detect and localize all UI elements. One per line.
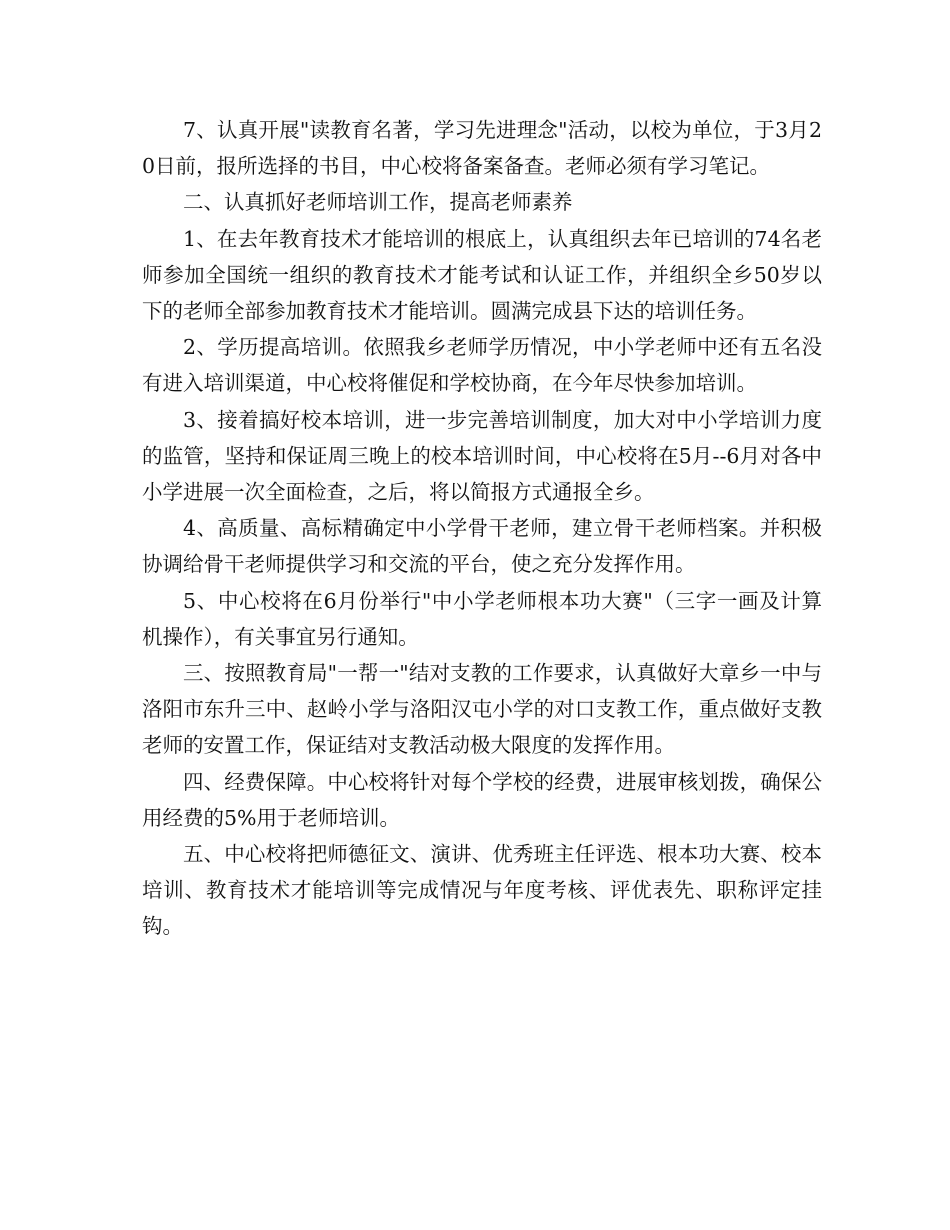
paragraph-item-5: 5、中心校将在6月份举行"中小学老师根本功大赛"（三字一画及计算机操作），有关事宜另行通知。 [142,588,822,649]
section-heading-3: 三、按照教育局"一帮一"结对支教的工作要求，认真做好大章乡一中与洛阳市东升三中、赵岭小学与洛阳汉屯小学的对口支教工作，重点做好支教老师的安置工作，保证结对支教活动极大限度的发挥作用。 [142,661,822,758]
document-page [142,112,822,945]
paragraph-item-1: 1、在去年教育技术才能培训的根底上，认真组织去年已培训的74名老师参加全国统一组织的教育技术才能考试和认证工作，并组织全乡50岁以下的老师全部参加教育技术才能培训。圆满完成县下达的培训任务。 [142,226,822,324]
paragraph-item-2: 2、学历提高培训。依照我乡老师学历情况，中小学老师中还有五名没有进入培训渠道，中心校将催促和学校协商，在今年尽快参加培训。 [142,335,822,396]
paragraph-item-3: 3、接着搞好校本培训，进一步完善培训制度，加大对中小学培训力度的监管，坚持和保证周三晚上的校本培训时间，中心校将在5月--6月对各中小学进展一次全面检查，之后，将以简报方式通报全乡。 [142,407,822,505]
paragraph-item-7: 7、认真开展"读教育名著，学习先进理念"活动，以校为单位，于3月20日前，报所选择的书目，中心校将备案备查。老师必须有学习笔记。 [142,118,822,179]
section-heading-5: 五、中心校将把师德征文、演讲、优秀班主任评选、根本功大赛、校本培训、教育技术才能培训等完成情况与年度考核、评优表先、职称评定挂钩。 [142,842,822,939]
section-heading-4: 四、经费保障。中心校将针对每个学校的经费，进展审核划拨，确保公用经费的5%用于老师培训。 [142,769,822,830]
section-heading-2: 二、认真抓好老师培训工作，提高老师素养 [183,190,573,215]
paragraph-item-4: 4、高质量、高标精确定中小学骨干老师，建立骨干老师档案。并积极协调给骨干老师提供学习和交流的平台，使之充分发挥作用。 [142,516,822,577]
